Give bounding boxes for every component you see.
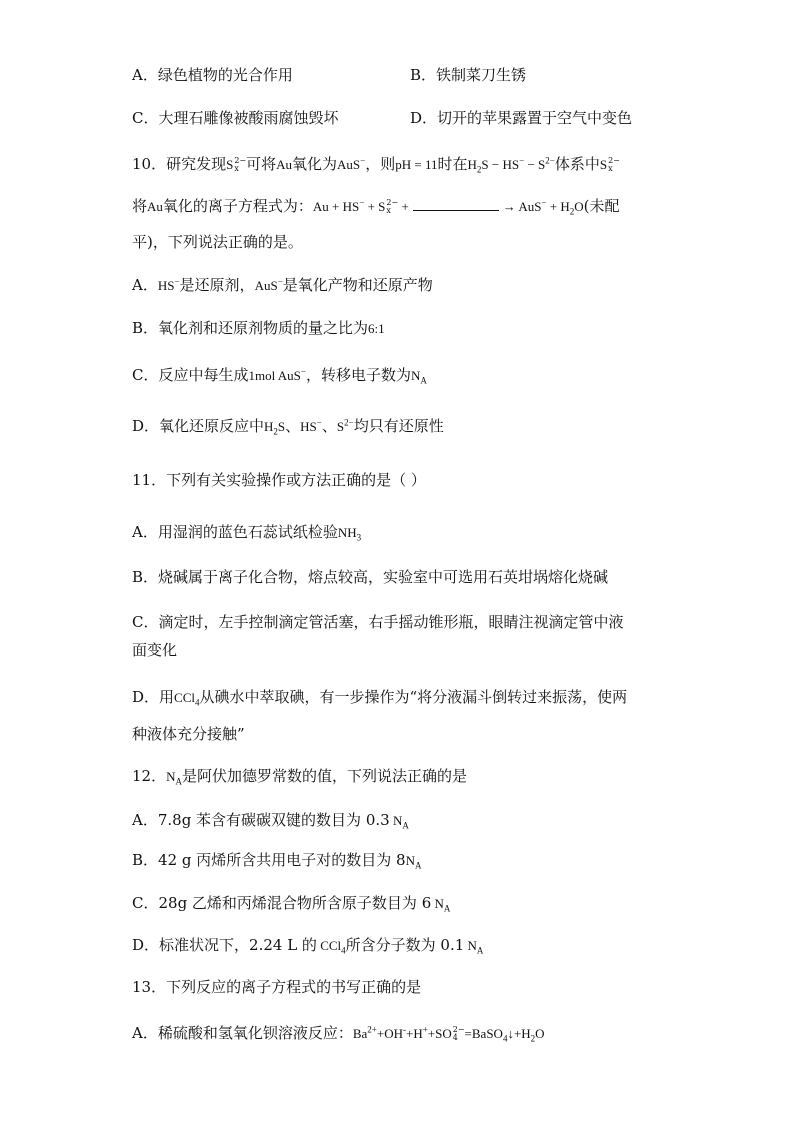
- q9-option-a: A．绿色植物的光合作用: [132, 66, 293, 84]
- q10-stem-line3: 平)，下列说法正确的是。: [132, 233, 303, 251]
- q13-option-a: A．稀硫酸和氢氧化钡溶液反应：$Ba^{2+}+OH^-+H^++SO$ 2− 4 $=BaSO_4↓+H_2O$: [132, 1024, 545, 1044]
- q11-option-c-line1: C．滴定时，左手控制滴定管活塞，右手摇动锥形瓶，眼睛注视滴定管中液: [132, 613, 624, 631]
- q13-stem: 13．下列反应的离子方程式的书写正确的是: [132, 978, 422, 996]
- q11-option-a: A．用湿润的蓝色石蕊试纸检验$NH_3$: [132, 523, 362, 543]
- q12-stem: 12．$N_A$是阿伏加德罗常数的值，下列说法正确的是: [132, 767, 467, 787]
- q9-option-c: C．大理石雕像被酸雨腐蚀毁坏: [132, 109, 339, 127]
- q9-option-b: B．铁制菜刀生锈: [410, 66, 527, 84]
- q11-option-c-line2: 面变化: [132, 641, 178, 659]
- q10-option-b: B．氧化剂和还原剂物质的量之比为6:1: [132, 319, 385, 337]
- q12-option-d: D．标准状况下，2.24 L 的 CCl$_4$所含分子数为 0.1 $N_A$: [132, 936, 484, 956]
- q12-option-c: C．28g 乙烯和丙烯混合物所含原子数目为 6 $N_A$: [132, 894, 451, 914]
- q11-option-d-line1: D．用CCl$_4$从碘水中萃取碘，有一步操作为“将分液漏斗倒转过来振荡，使两: [132, 688, 628, 708]
- q10-option-c: C．反应中每生成1mol AuS−，转移电子数为$N_A$: [132, 366, 427, 386]
- q12-option-a: A．7.8g 苯含有碳碳双键的数目为 0.3 $N_A$: [132, 811, 409, 831]
- q11-option-b: B．烧碱属于离子化合物，熔点较高，实验室中可选用石英坩埚熔化烧碱: [132, 568, 609, 586]
- q10-option-a: A．HS−是还原剂，AuS−是氧化产物和还原产物: [132, 276, 433, 294]
- q9-option-d: D．切开的苹果露置于空气中变色: [410, 109, 633, 127]
- q10-option-d: D．氧化还原反应中$H_2S$、HS−、$S^{2-}$均只有还原性: [132, 417, 444, 437]
- q11-stem: 11．下列有关实验操作或方法正确的是（ ）: [132, 471, 426, 489]
- q10-stem-line1: 10．研究发现S 2− x 可将Au氧化为AuS−，则pH = 11时在$H_2S - HS^- - S^{2-}$体系中S 2− x: [132, 155, 620, 175]
- q11-option-d-line2: 种液体充分接触”: [132, 725, 245, 743]
- q10-stem-line2: 将Au氧化的离子方程式为：Au + HS− + S 2− x + → $AuS^- + H_2O$(未配: [132, 197, 620, 217]
- q12-option-b: B．42 g 丙烯所含共用电子对的数目为 $8N_A$: [132, 851, 422, 871]
